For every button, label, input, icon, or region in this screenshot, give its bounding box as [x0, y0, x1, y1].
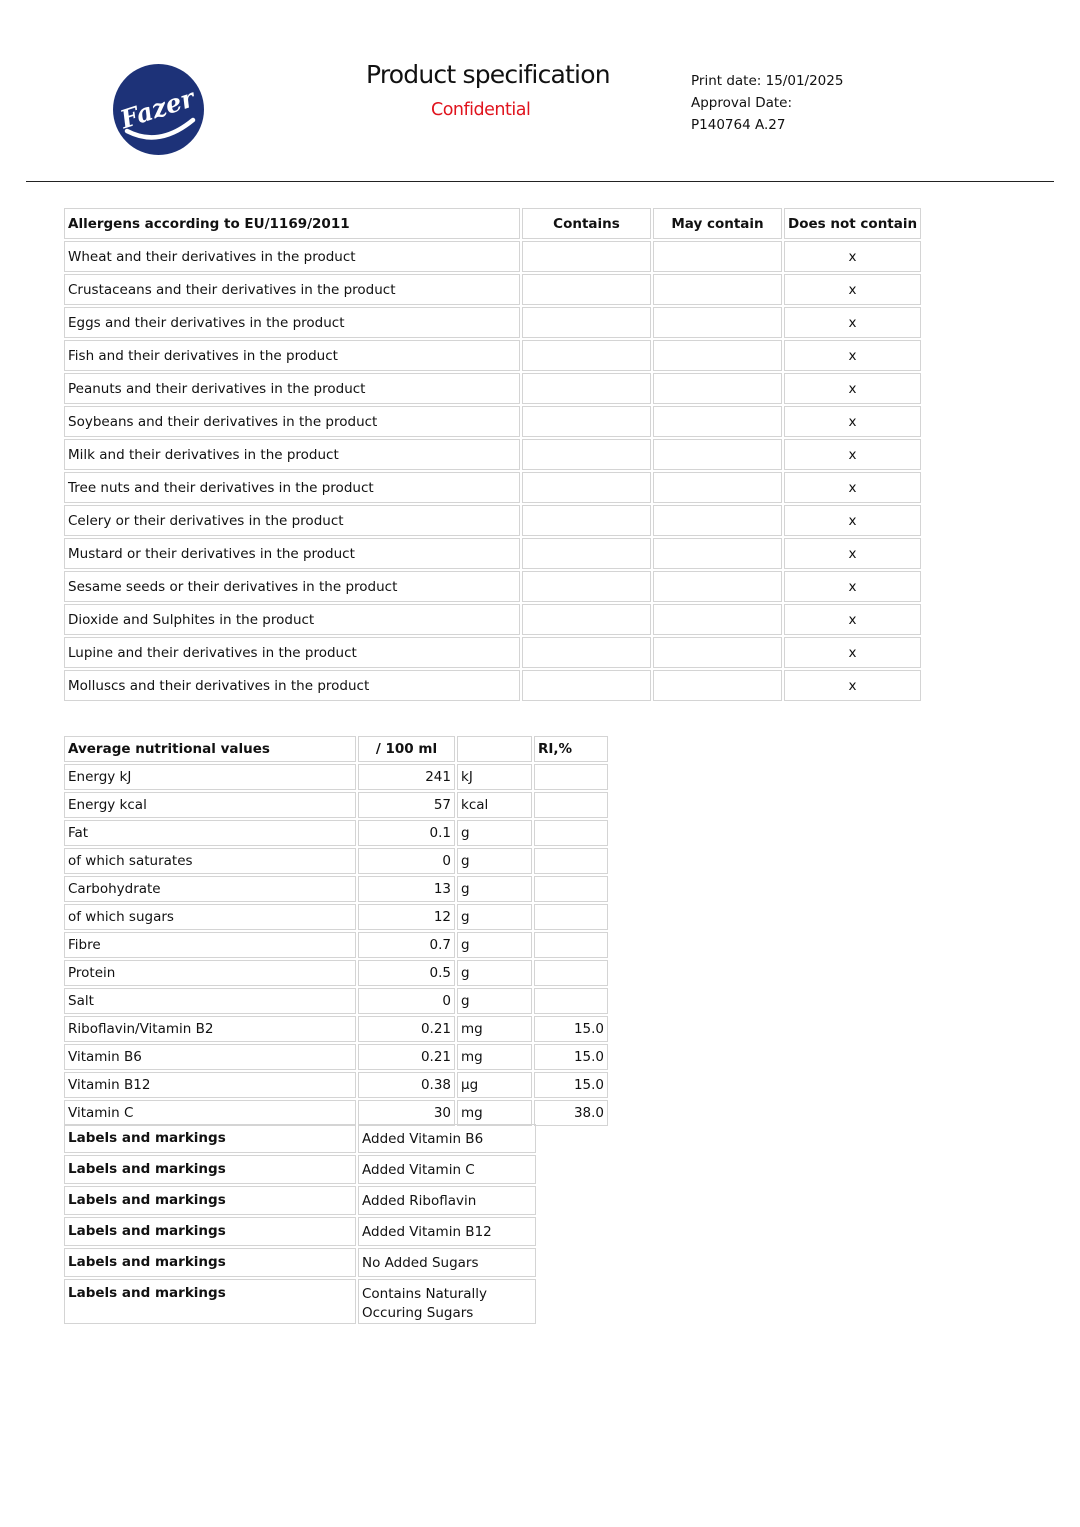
nutrient-value: 0 — [358, 848, 455, 874]
allergens-header-does-not-contain: Does not contain — [784, 208, 921, 239]
allergen-may-contain — [653, 505, 782, 536]
nutrient-unit: mg — [457, 1044, 532, 1070]
label-row — [64, 1279, 536, 1324]
allergen-may-contain — [653, 670, 782, 701]
nutrition-table — [62, 734, 610, 1128]
allergen-does-not-contain: x — [784, 274, 921, 305]
nutrient-ri — [534, 848, 608, 874]
nutrient-ri — [534, 820, 608, 846]
allergen-row — [64, 505, 921, 536]
logo-text: Fazer — [116, 83, 198, 135]
allergen-contains — [522, 637, 651, 668]
allergen-may-contain — [653, 472, 782, 503]
allergen-name: Fish and their derivatives in the product — [64, 340, 520, 371]
nutrition-row — [64, 932, 608, 958]
label-value: Added Riboflavin — [358, 1186, 536, 1215]
nutrient-name: Fibre — [64, 932, 356, 958]
nutrition-header-ri: RI,% — [534, 736, 608, 762]
nutrient-unit: µg — [457, 1072, 532, 1098]
nutrient-ri — [534, 960, 608, 986]
allergen-does-not-contain: x — [784, 670, 921, 701]
label-value: Contains Naturally Occuring Sugars — [358, 1279, 536, 1324]
nutrition-row — [64, 1044, 608, 1070]
nutrient-value: 12 — [358, 904, 455, 930]
nutrition-header-unit — [457, 736, 532, 762]
nutrient-unit: kcal — [457, 792, 532, 818]
allergens-header-row — [64, 208, 921, 239]
nutrient-unit: mg — [457, 1016, 532, 1042]
allergen-name: Celery or their derivatives in the product — [64, 505, 520, 536]
nutrient-unit: mg — [457, 1100, 532, 1126]
nutrient-unit: kJ — [457, 764, 532, 790]
allergen-may-contain — [653, 538, 782, 569]
nutrient-unit: g — [457, 848, 532, 874]
allergen-may-contain — [653, 340, 782, 371]
label-row — [64, 1155, 536, 1184]
nutrition-row — [64, 792, 608, 818]
nutrient-value: 0.7 — [358, 932, 455, 958]
nutrient-unit: g — [457, 988, 532, 1014]
nutrition-header-row — [64, 736, 608, 762]
allergen-row — [64, 571, 921, 602]
allergen-contains — [522, 274, 651, 305]
nutrient-name: Energy kJ — [64, 764, 356, 790]
nutrient-ri — [534, 792, 608, 818]
nutrient-value: 241 — [358, 764, 455, 790]
label-row — [64, 1124, 536, 1153]
nutrient-ri: 15.0 — [534, 1044, 608, 1070]
allergen-contains — [522, 670, 651, 701]
nutrient-unit: g — [457, 904, 532, 930]
nutrition-row — [64, 876, 608, 902]
header-divider — [26, 181, 1054, 182]
labels-table — [62, 1122, 538, 1326]
nutrient-ri: 15.0 — [534, 1072, 608, 1098]
nutrient-ri — [534, 932, 608, 958]
label-value: Added Vitamin B6 — [358, 1124, 536, 1153]
nutrient-value: 30 — [358, 1100, 455, 1126]
nutrient-unit: g — [457, 876, 532, 902]
nutrient-name: Protein — [64, 960, 356, 986]
nutrition-header-name: Average nutritional values — [64, 736, 356, 762]
nutrient-name: Carbohydrate — [64, 876, 356, 902]
allergen-contains — [522, 439, 651, 470]
label-key: Labels and markings — [64, 1248, 356, 1277]
allergen-may-contain — [653, 604, 782, 635]
allergen-name: Peanuts and their derivatives in the product — [64, 373, 520, 404]
allergen-row — [64, 538, 921, 569]
allergen-name: Soybeans and their derivatives in the product — [64, 406, 520, 437]
allergen-row — [64, 472, 921, 503]
allergen-may-contain — [653, 241, 782, 272]
allergen-may-contain — [653, 406, 782, 437]
product-code: P140764 A.27 — [691, 117, 786, 133]
confidential-label: Confidential — [431, 100, 531, 120]
label-key: Labels and markings — [64, 1124, 356, 1153]
allergen-name: Tree nuts and their derivatives in the product — [64, 472, 520, 503]
allergen-does-not-contain: x — [784, 571, 921, 602]
nutrient-value: 0.1 — [358, 820, 455, 846]
allergen-contains — [522, 241, 651, 272]
nutrition-row — [64, 1072, 608, 1098]
allergen-contains — [522, 538, 651, 569]
nutrition-row — [64, 848, 608, 874]
nutrient-name: of which saturates — [64, 848, 356, 874]
print-date: Print date: 15/01/2025 — [691, 73, 844, 89]
allergen-contains — [522, 472, 651, 503]
allergen-may-contain — [653, 274, 782, 305]
approval-date: Approval Date: — [691, 95, 793, 111]
label-value: Added Vitamin B12 — [358, 1217, 536, 1246]
nutrition-row — [64, 960, 608, 986]
label-key: Labels and markings — [64, 1279, 356, 1324]
nutrient-value: 0.21 — [358, 1016, 455, 1042]
nutrient-value: 0.38 — [358, 1072, 455, 1098]
allergen-does-not-contain: x — [784, 406, 921, 437]
allergen-name: Eggs and their derivatives in the product — [64, 307, 520, 338]
allergen-contains — [522, 307, 651, 338]
allergen-may-contain — [653, 307, 782, 338]
allergen-row — [64, 637, 921, 668]
page-title: Product specification — [366, 60, 610, 89]
label-key: Labels and markings — [64, 1155, 356, 1184]
allergen-name: Lupine and their derivatives in the product — [64, 637, 520, 668]
allergen-contains — [522, 373, 651, 404]
nutrient-value: 0.5 — [358, 960, 455, 986]
document-meta — [691, 70, 843, 136]
allergen-does-not-contain: x — [784, 241, 921, 272]
nutrient-name: Energy kcal — [64, 792, 356, 818]
allergen-does-not-contain: x — [784, 472, 921, 503]
nutrient-unit: g — [457, 820, 532, 846]
allergen-row — [64, 670, 921, 701]
nutrition-row — [64, 764, 608, 790]
label-row — [64, 1186, 536, 1215]
nutrient-name: of which sugars — [64, 904, 356, 930]
nutrient-unit: g — [457, 932, 532, 958]
fazer-logo — [113, 64, 204, 155]
nutrient-ri: 38.0 — [534, 1100, 608, 1126]
nutrient-value: 0 — [358, 988, 455, 1014]
allergen-does-not-contain: x — [784, 307, 921, 338]
allergen-row — [64, 274, 921, 305]
allergen-name: Crustaceans and their derivatives in the product — [64, 274, 520, 305]
nutrient-ri: 15.0 — [534, 1016, 608, 1042]
allergens-table — [62, 206, 923, 703]
allergen-may-contain — [653, 637, 782, 668]
nutrient-name: Vitamin B12 — [64, 1072, 356, 1098]
allergen-name: Dioxide and Sulphites in the product — [64, 604, 520, 635]
nutrition-header-per-100ml: / 100 ml — [358, 736, 455, 762]
allergen-may-contain — [653, 571, 782, 602]
allergen-row — [64, 241, 921, 272]
nutrition-row — [64, 904, 608, 930]
allergen-row — [64, 439, 921, 470]
nutrient-value: 13 — [358, 876, 455, 902]
allergen-may-contain — [653, 439, 782, 470]
nutrient-name: Vitamin B6 — [64, 1044, 356, 1070]
allergens-header-contains: Contains — [522, 208, 651, 239]
allergens-header-name: Allergens according to EU/1169/2011 — [64, 208, 520, 239]
allergen-contains — [522, 505, 651, 536]
allergen-name: Molluscs and their derivatives in the product — [64, 670, 520, 701]
label-key: Labels and markings — [64, 1217, 356, 1246]
allergen-row — [64, 307, 921, 338]
nutrition-row — [64, 988, 608, 1014]
label-key: Labels and markings — [64, 1186, 356, 1215]
allergen-name: Sesame seeds or their derivatives in the product — [64, 571, 520, 602]
nutrient-name: Vitamin C — [64, 1100, 356, 1126]
allergen-contains — [522, 340, 651, 371]
allergen-does-not-contain: x — [784, 373, 921, 404]
nutrient-value: 0.21 — [358, 1044, 455, 1070]
label-value: Added Vitamin C — [358, 1155, 536, 1184]
label-row — [64, 1217, 536, 1246]
nutrient-ri — [534, 904, 608, 930]
allergen-contains — [522, 604, 651, 635]
nutrient-name: Fat — [64, 820, 356, 846]
nutrient-value: 57 — [358, 792, 455, 818]
allergen-row — [64, 340, 921, 371]
nutrition-row — [64, 820, 608, 846]
allergen-does-not-contain: x — [784, 604, 921, 635]
allergen-does-not-contain: x — [784, 637, 921, 668]
nutrient-ri — [534, 764, 608, 790]
allergen-does-not-contain: x — [784, 505, 921, 536]
nutrition-row — [64, 1016, 608, 1042]
allergen-row — [64, 406, 921, 437]
nutrient-unit: g — [457, 960, 532, 986]
label-row — [64, 1248, 536, 1277]
allergen-name: Milk and their derivatives in the product — [64, 439, 520, 470]
allergen-contains — [522, 571, 651, 602]
allergen-may-contain — [653, 373, 782, 404]
allergen-does-not-contain: x — [784, 538, 921, 569]
label-value: No Added Sugars — [358, 1248, 536, 1277]
allergen-does-not-contain: x — [784, 340, 921, 371]
allergen-row — [64, 604, 921, 635]
nutrient-name: Salt — [64, 988, 356, 1014]
nutrient-ri — [534, 876, 608, 902]
allergens-header-may-contain: May contain — [653, 208, 782, 239]
allergen-name: Wheat and their derivatives in the product — [64, 241, 520, 272]
allergen-contains — [522, 406, 651, 437]
allergen-row — [64, 373, 921, 404]
allergen-does-not-contain: x — [784, 439, 921, 470]
allergen-name: Mustard or their derivatives in the product — [64, 538, 520, 569]
nutrient-name: Riboflavin/Vitamin B2 — [64, 1016, 356, 1042]
nutrient-ri — [534, 988, 608, 1014]
